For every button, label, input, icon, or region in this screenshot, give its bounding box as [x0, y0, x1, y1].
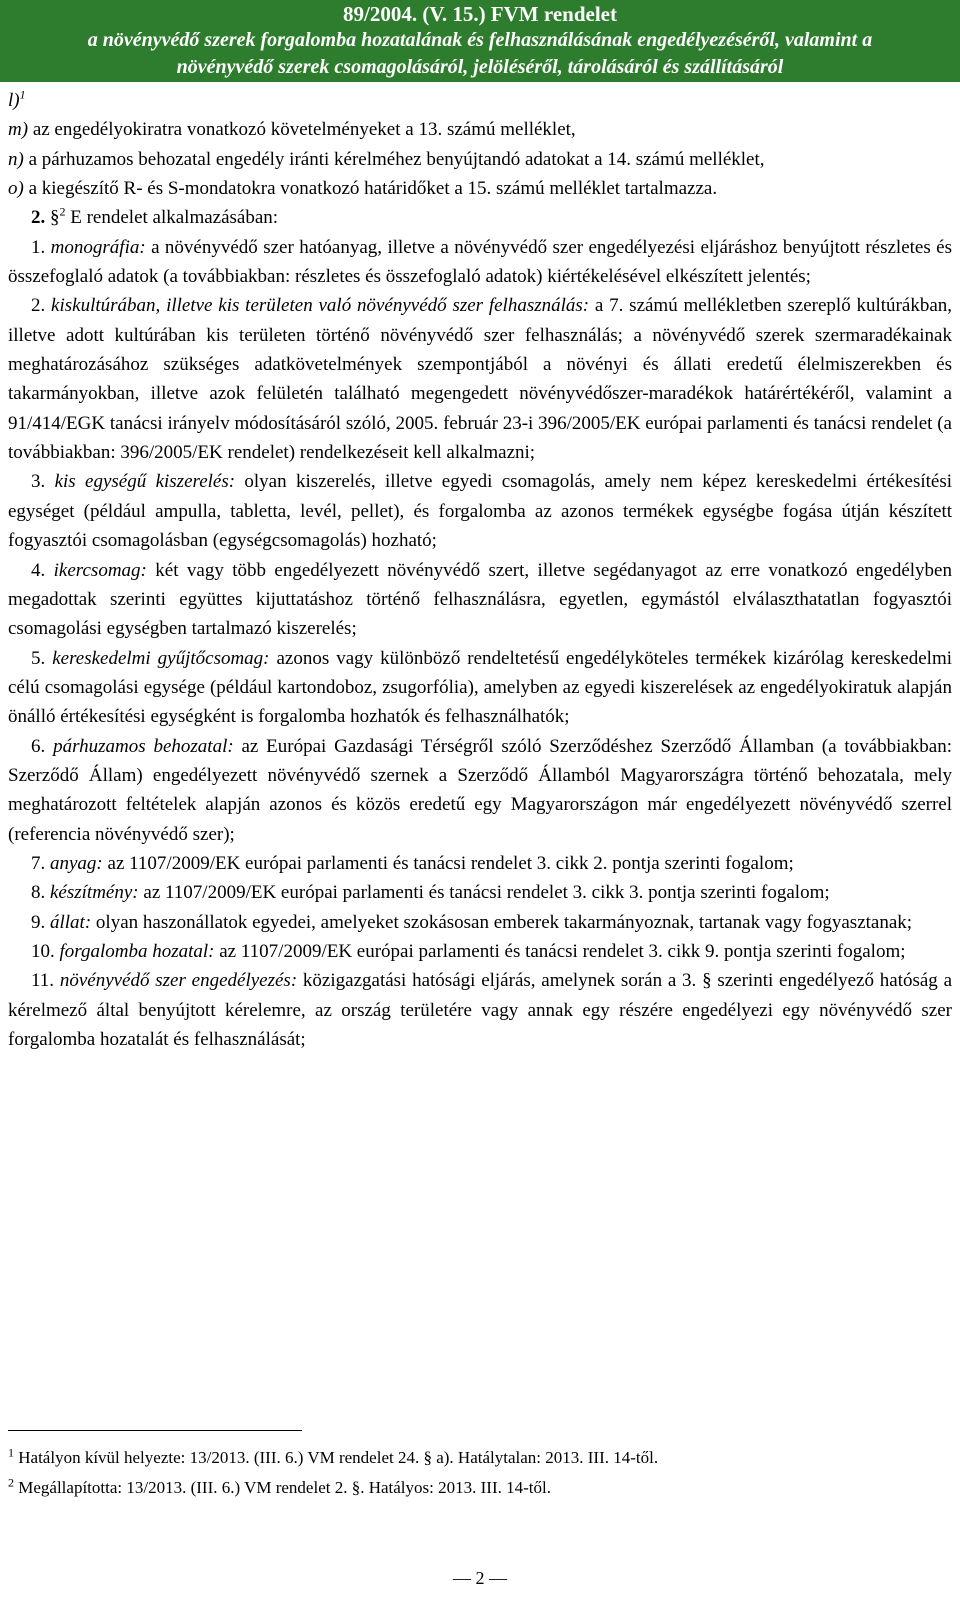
definition-item [8, 467, 952, 555]
item-m [8, 115, 952, 144]
definition-number: 11. [31, 970, 60, 992]
footnote-1-number: 1 [8, 1445, 14, 1460]
definition-item [8, 849, 952, 878]
definition-text: az 1107/2009/EK európai parlamenti és tanácsi rendelet 3. cikk 3. pontja szerinti fogalom; [138, 882, 830, 904]
definition-text: két vagy több engedélyezett növényvédő szert, illetve segédanyagot az erre vonatkozó engedélyben megadottak szerinti együttes kijuttatáshoz történő felhasználásra, egyetlen, egymástól elválaszthatatlan fogyasztói csomagolási egységben tartalmazó kiszerelés; [8, 559, 952, 640]
definition-item [8, 966, 952, 1054]
definition-term: anyag: [50, 852, 103, 874]
definition-term: kis egységű kiszerelés: [54, 471, 236, 493]
item-o [8, 174, 952, 203]
item-o-label: o) [8, 178, 24, 200]
definition-text: a növényvédő szer hatóanyag, illetve a növényvédő szer engedélyezési eljáráshoz benyújtott részletes és összefoglaló adatok (a továbbiakban: részletes és összefoglaló adatok) kiértékelésével elkészített jelentés; [8, 236, 952, 288]
definition-number: 2. [31, 295, 52, 317]
definition-text: az 1107/2009/EK európai parlamenti és tanácsi rendelet 3. cikk 2. pontja szerinti fogalom; [102, 852, 794, 874]
header-subtitle-line1: a növényvédő szerek forgalomba hozatalának és felhasználásának engedélyezéséről, valamint a [87, 29, 873, 51]
definition-item [8, 908, 952, 937]
item-l [8, 86, 952, 115]
footnote-ref-1: 1 [19, 87, 26, 102]
definition-number: 10. [31, 940, 60, 962]
definition-number: 1. [31, 236, 51, 258]
definition-text: a 7. számú mellékletben szereplő kultúrákban, illetve adott kultúrában kis területen történő növényvédő szer felhasználás; a növényvédő szerek szermaradékainak meghatározásához szükséges adatkövetelmények szempontjából a növényi és állati eredetű élelmiszerekben és takarmányokban, illetve azok felületén található megengedett növényvédőszer-maradékok határértékéről, valamint a 91/414/EGK tanácsi irányelv módosításáról szóló, 2005. február 23-i 396/2005/EK európai parlamenti és tanácsi rendelet (a továbbiakban: 396/2005/EK rendelet) rendelkezéseit kell alkalmazni; [8, 295, 953, 464]
definition-text: olyan haszonállatok egyedei, amelyeket szokásosan emberek takarmányoznak, tartanak vagy fogyasztanak; [91, 911, 913, 933]
definition-item [8, 937, 952, 966]
footnote-1 [8, 1443, 952, 1473]
definition-term: kiskultúrában, illetve kis területen való növényvédő szer felhasználás: [51, 295, 590, 317]
header-title: 89/2004. (V. 15.) FVM rendelet [343, 2, 617, 26]
section-heading [8, 203, 952, 232]
definition-number: 9. [31, 911, 50, 933]
footnote-2 [8, 1473, 952, 1503]
definition-term: állat: [50, 911, 92, 933]
definition-item [8, 233, 952, 292]
footnote-1-text: Hatályon kívül helyezte: 13/2013. (III. 6.) VM rendelet 24. § a). Hatálytalan: 2013. III. 14-től. [14, 1448, 659, 1467]
definition-number: 7. [31, 852, 50, 874]
document-header [0, 0, 960, 82]
definition-term: készítmény: [50, 882, 139, 904]
definition-item [8, 644, 952, 732]
item-l-label: l) [8, 90, 20, 111]
footnote-2-text: Megállapította: 13/2013. (III. 6.) VM rendelet 2. §. Hatályos: 2013. III. 14-től. [14, 1478, 551, 1497]
definition-term: ikercsomag: [53, 559, 147, 581]
item-n-text: a párhuzamos behozatal engedély iránti kérelméhez benyújtandó adatokat a 14. számú melléklet, [23, 148, 765, 170]
document-body [8, 86, 952, 1054]
section-sign: § [45, 207, 60, 229]
definitions-list [8, 233, 952, 1055]
definition-term: kereskedelmi gyűjtőcsomag: [52, 647, 270, 669]
section-intro: E rendelet alkalmazásában: [65, 207, 279, 229]
item-n-label: n) [8, 148, 24, 170]
definition-term: forgalomba hozatal: [59, 940, 215, 962]
section-number: 2. [31, 207, 46, 229]
definition-number: 3. [31, 471, 55, 493]
definition-number: 6. [31, 735, 54, 757]
header-subtitle-line2: növényvédő szerek csomagolásáról, jelöléséről, tárolásáról és szállításáról [176, 56, 784, 78]
definition-number: 8. [31, 882, 50, 904]
footnote-2-number: 2 [8, 1475, 14, 1490]
definition-term: monográfia: [50, 236, 146, 258]
definition-term: növényvédő szer engedélyezés: [59, 970, 298, 992]
definition-item [8, 878, 952, 907]
definition-term: párhuzamos behozatal: [53, 735, 234, 757]
footnotes [8, 1443, 952, 1503]
item-m-label: m) [8, 119, 29, 141]
footnote-divider [8, 1430, 302, 1431]
definition-item [8, 556, 952, 644]
definition-text: az Európai Gazdasági Térségről szóló Szerződéshez Szerződő Államban (a továbbiakban: Szerződő Állam) engedélyezett növényvédő szernek a Szerződő Államból Magyarországra történő behozatala, mely meghatározott feltételek alapján azonos és közös eredetű egy Magyarországon már engedélyezett növényvédő szerrel (referencia növényvédő szer); [8, 735, 952, 845]
definition-item [8, 732, 952, 849]
definition-number: 5. [31, 647, 53, 669]
definition-number: 4. [31, 559, 54, 581]
item-o-text: a kiegészítő R- és S-mondatokra vonatkozó határidőket a 15. számú melléklet tartalmazza. [23, 178, 718, 200]
definition-text: azonos vagy különböző rendeltetésű engedélyköteles termékek kizárólag kereskedelmi célú csomagolási egysége (például kartondoboz, zsugorfólia), amelyben az egyedi kiszerelések az engedélyokiratuk alapján önálló értékesítési egységként is forgalomba hozhatók és felhasználhatók; [8, 647, 953, 728]
definition-text: közigazgatási hatósági eljárás, amelynek során a 3. § szerinti engedélyező hatóság a kérelmező által benyújtott kérelemre, az ország területére vagy annak egy részére engedélyezi egy növényvédő szer forgalomba hozatalát és felhasználását; [8, 970, 953, 1050]
footnote-ref-2: 2 [59, 205, 66, 220]
definition-text: olyan kiszerelés, illetve egyedi csomagolás, amely nem képez kereskedelmi értékesítési egységet (például ampulla, tabletta, levél, pellet), és forgalomba az azonos termékek egységbe fogása útján készített fogyasztói csomagolásban (egységcsomagolás) hozható; [8, 471, 953, 552]
definition-item [8, 291, 952, 467]
item-m-text: az engedélyokiratra vonatkozó követelményeket a 13. számú melléklet, [28, 119, 576, 141]
definition-text: az 1107/2009/EK európai parlamenti és tanácsi rendelet 3. cikk 9. pontja szerinti fogalom; [214, 940, 906, 962]
item-n [8, 145, 952, 174]
page-number: — 2 — [453, 1568, 507, 1588]
